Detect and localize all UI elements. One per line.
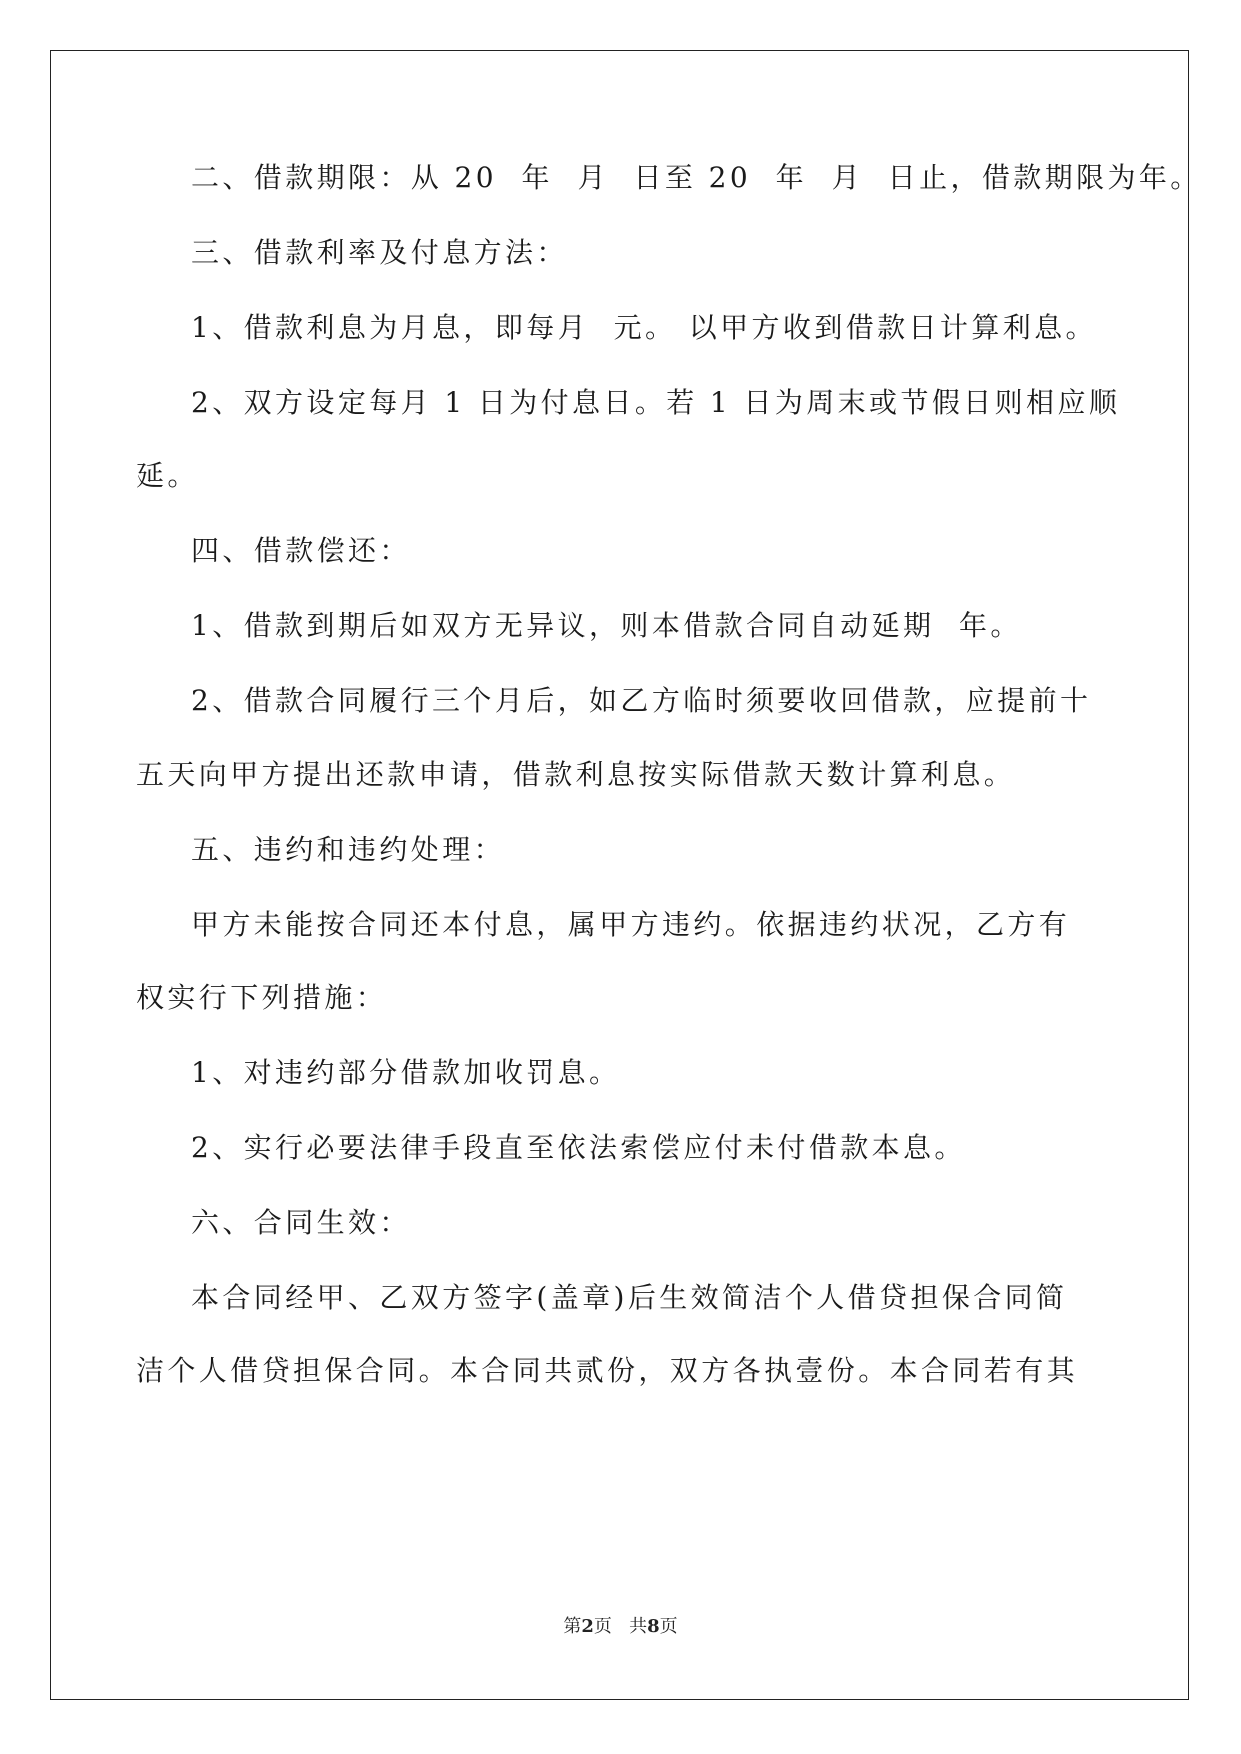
paragraph-loan-term: 二、借款期限：从 20 年 月 日至 20 年 月 日止，借款期限为年。 [191,161,1202,194]
paragraph-repayment-2: 2、借款合同履行三个月后，如乙方临时须要收回借款，应提前十 [191,684,1092,717]
paragraph-breach-heading: 五、违约和违约处理： [191,833,506,866]
paragraph-effect-body: 本合同经甲、乙双方签字(盖章)后生效简洁个人借贷担保合同简 [191,1281,1068,1314]
paragraph-repayment-heading: 四、借款偿还： [191,534,411,567]
footer-prefix: 第 [563,1616,582,1637]
paragraph-effect-heading: 六、合同生效： [191,1206,411,1239]
paragraph-repayment-2-cont: 五天向甲方提出还款申请，借款利息按实际借款天数计算利息。 [136,758,1016,791]
paragraph-effect-body-cont: 洁个人借贷担保合同。本合同共贰份，双方各执壹份。本合同若有其 [136,1354,1079,1387]
paragraph-interest-2-cont: 延。 [136,459,199,492]
footer-suffix: 页 [659,1616,678,1637]
footer-current-page: 2 [581,1616,594,1637]
paragraph-interest-heading: 三、借款利率及付息方法： [191,236,568,269]
paragraph-breach-2: 2、实行必要法律手段直至依法索偿应付未付借款本息。 [191,1131,966,1164]
footer-mid: 页 共 [593,1616,648,1637]
paragraph-breach-1: 1、对违约部分借款加收罚息。 [191,1056,621,1089]
paragraph-interest-1: 1、借款利息为月息，即每月 元。 以甲方收到借款日计算利息。 [191,311,1097,344]
paragraph-breach-body: 甲方未能按合同还本付息，属甲方违约。依据违约状况，乙方有 [191,908,1071,941]
paragraph-repayment-1: 1、借款到期后如双方无异议，则本借款合同自动延期 年。 [191,609,1022,642]
footer-total-pages: 8 [647,1616,660,1637]
paragraph-interest-2: 2、双方设定每月 1 日为付息日。若 1 日为周末或节假日则相应顺 [191,386,1121,419]
page-number-footer [0,1615,1241,1639]
paragraph-breach-body-cont: 权实行下列措施： [136,981,388,1014]
page-border [50,50,1189,1700]
